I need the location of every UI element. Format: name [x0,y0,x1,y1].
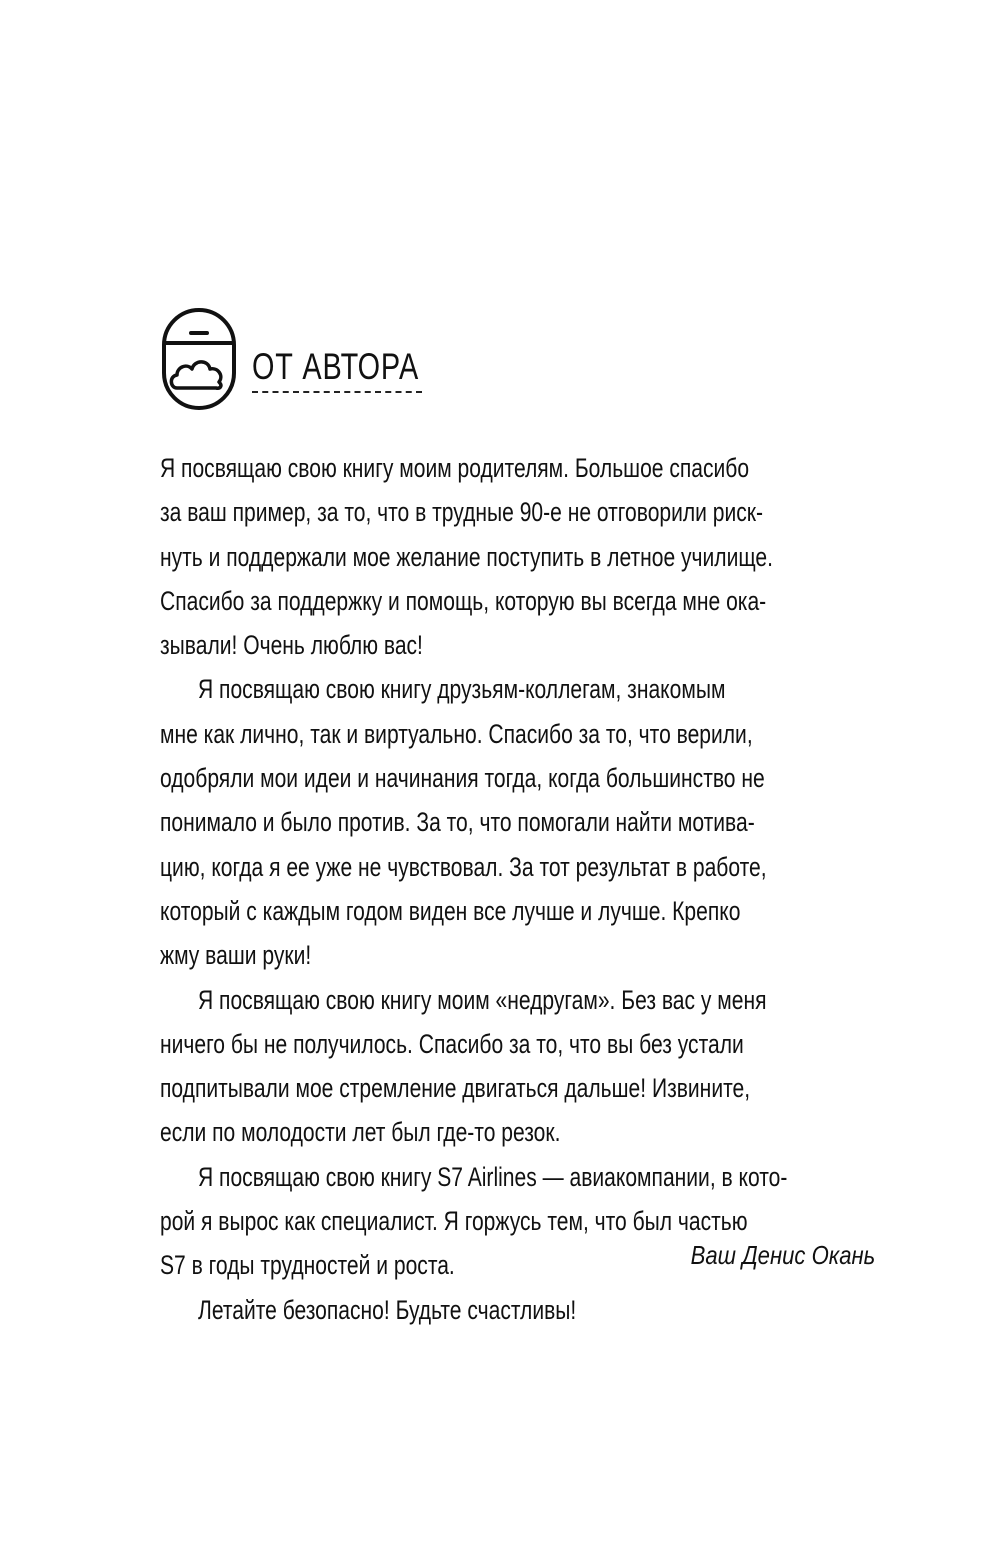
text-line: зывали! Очень люблю вас! [160,630,423,661]
text-line: подпитывали мое стремление двигаться дальше! Извините, [160,1073,751,1104]
text-line: ничего бы не получилось. Спасибо за то, что вы без устали [160,1028,744,1059]
text-line: понимало и было против. За то, что помогали найти мотива- [160,807,755,838]
text-line: рой я вырос как специалист. Я горжусь тем, что был частью [160,1206,748,1237]
text-line: цию, когда я ее уже не чувствовал. За тот результат в работе, [160,851,767,882]
text-line: нуть и поддержали мое желание поступить в летное училище. [160,541,773,572]
text-line: мне как лично, так и виртуально. Спасибо за то, что верили, [160,718,753,749]
text-line: жму ваши руки! [160,940,312,971]
dedication-text [160,446,876,1332]
text-line: Я посвящаю свою книгу моим «недругам». Без вас у меня [198,984,767,1015]
text-line: который с каждым годом виден все лучше и лучше. Крепко [160,895,741,926]
title-dashed-underline [252,391,422,393]
text-line: Я посвящаю свою книгу S7 Airlines — авиакомпании, в кото- [198,1161,788,1192]
text-line: Летайте безопасно! Будьте счастливы! [198,1294,577,1325]
text-line: за ваш пример, за то, что в трудные 90-е не отговорили риск- [160,497,764,528]
page-title: ОТ АВТОРА [252,346,420,387]
text-line: одобряли мои идеи и начинания тогда, когда большинство не [160,763,765,794]
text-line: S7 в годы трудностей и роста. [160,1250,455,1281]
airplane-window-cloud-icon [160,306,240,414]
section-header [160,306,460,416]
text-line: Я посвящаю свою книгу друзьям-коллегам, знакомым [198,674,726,705]
text-line: если по молодости лет был где-то резок. [160,1117,561,1148]
text-line: Я посвящаю свою книгу моим родителям. Большое спасибо [160,453,750,483]
text-line: Спасибо за поддержку и помощь, которую вы всегда мне ока- [160,585,767,616]
author-signature: Ваш Денис Окань [690,1240,875,1270]
